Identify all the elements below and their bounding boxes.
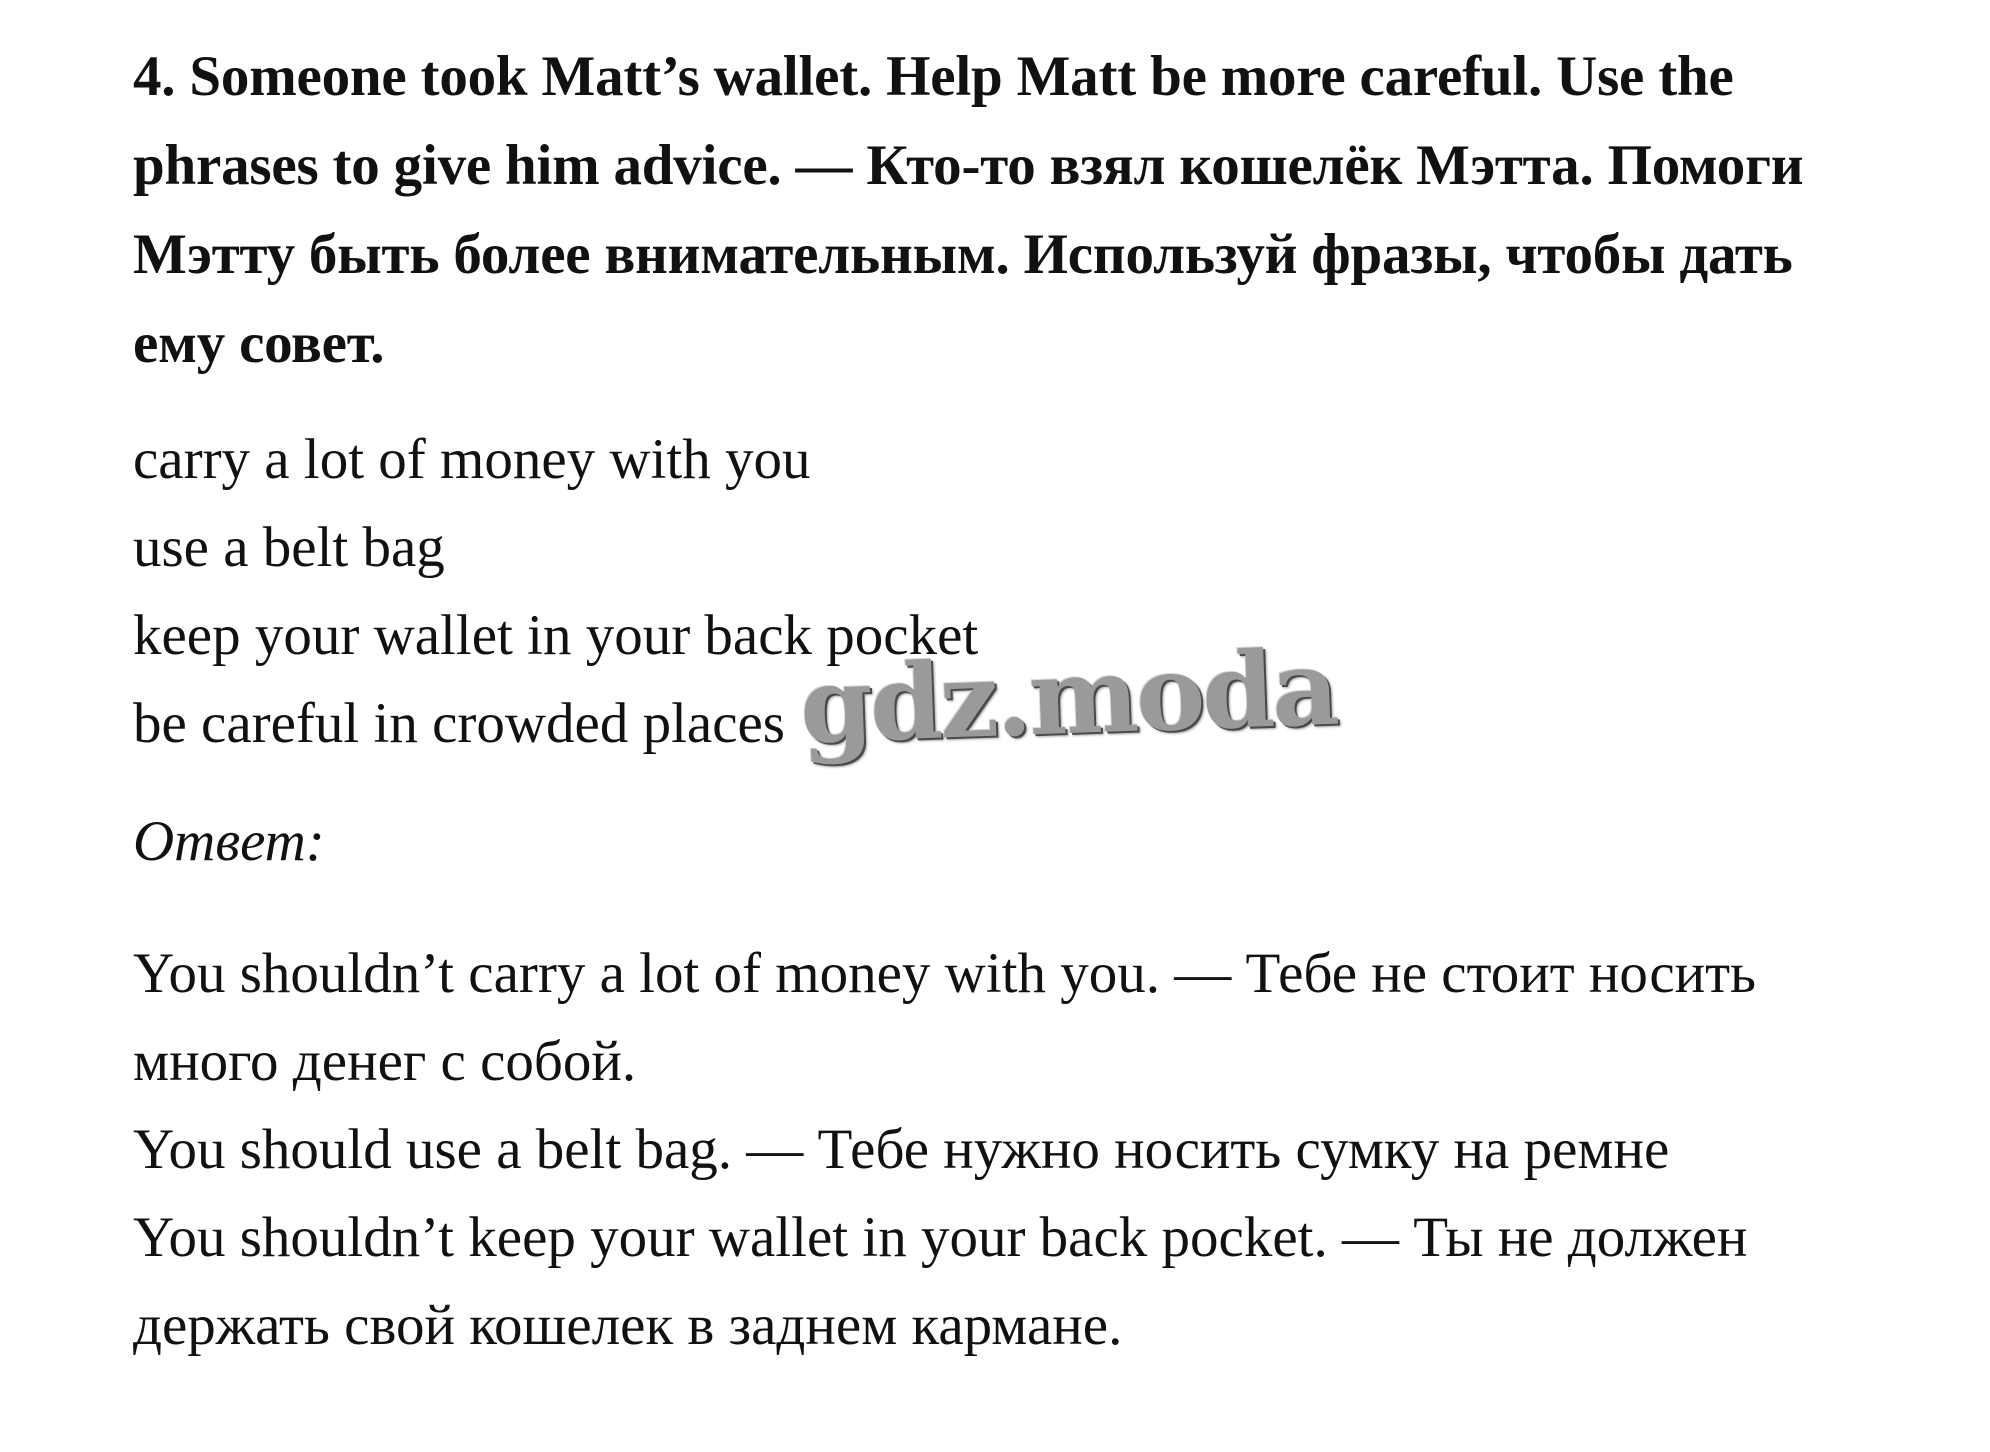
answer-line: You shouldn’t carry a lot of money with you. — Тебе не стоит носить много денег с собой. xyxy=(133,942,1757,1093)
answer-label: Ответ: xyxy=(133,810,325,873)
phrase-item: carry a lot of money with you xyxy=(133,428,811,491)
phrase-item: use a belt bag xyxy=(133,516,445,579)
answer-block xyxy=(133,930,1893,1370)
phrase-item: be careful in crowded places xyxy=(133,692,785,755)
answer-line: You shouldn’t keep your wallet in your back pocket. — Ты не должен держать свой кошелек в заднем кармане. xyxy=(133,1206,1748,1357)
answer-line: You should use a belt bag. — Тебе нужно носить сумку на ремне xyxy=(133,1118,1670,1181)
phrase-item: keep your wallet in your back pocket xyxy=(133,604,979,667)
task-heading: 4. Someone took Matt’s wallet. Help Matt be more careful. Use the phrases to give him advice. — Кто-то взял кошелёк Мэтта. Помоги Мэтту быть более внимательным. Используй фразы, чтобы дать ему совет. xyxy=(133,45,1804,375)
watermark-logo: gdz.moda xyxy=(797,625,1339,768)
